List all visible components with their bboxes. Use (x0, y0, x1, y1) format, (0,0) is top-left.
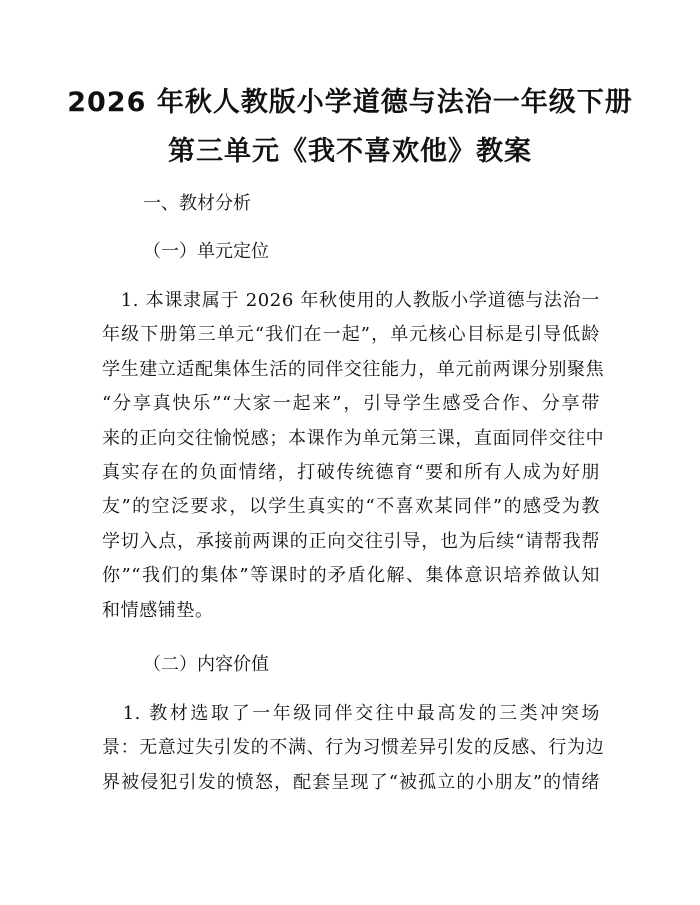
paragraph-line: 和情感铺垫。 (102, 599, 214, 621)
subsection-heading-unit-positioning: （一）单元定位 (143, 241, 269, 262)
document-title-line-1: 2026 年秋人教版小学道德与法治一年级下册 (67, 87, 633, 118)
paragraph-line: 来的正向交往愉悦感；本课作为单元第三课，直面同伴交往中 (102, 427, 605, 449)
paragraph-line: 学切入点，承接前两课的正向交往引导，也为后续“请帮我帮 (102, 530, 600, 552)
paragraph-line: 你”“我们的集体”等课时的矛盾化解、集体意识培养做认知 (102, 565, 600, 587)
paragraph-unit-positioning (102, 284, 605, 628)
paragraph-content-value (102, 697, 605, 800)
paragraph-line: 1. 本课隶属于 2026 年秋使用的人教版小学道德与法治一 (102, 290, 600, 311)
paragraph-line: 学生建立适配集体生活的同伴交往能力，单元前两课分别聚焦 (102, 358, 605, 380)
document-title-line-2: 第三单元《我不喜欢他》教案 (168, 136, 532, 167)
paragraph-line: 友”的空泛要求，以学生真实的“不喜欢某同伴”的感受为教 (102, 496, 600, 518)
paragraph-line: 真实存在的负面情绪，打破传统德育“要和所有人成为好朋 (102, 462, 600, 484)
paragraph-line: 年级下册第三单元“我们在一起”，单元核心目标是引导低龄 (102, 324, 600, 346)
subsection-heading-content-value: （二）内容价值 (143, 654, 269, 675)
paragraph-line: 景：无意过失引发的不满、行为习惯差异引发的反感、行为边 (102, 737, 605, 759)
paragraph-line: 1. 教材选取了一年级同伴交往中最高发的三类冲突场 (102, 703, 600, 724)
section-heading-textbook-analysis: 一、教材分析 (143, 193, 251, 214)
paragraph-line: “分享真快乐”“大家一起来”，引导学生感受合作、分享带 (102, 393, 600, 415)
paragraph-line: 界被侵犯引发的愤怒，配套呈现了“被孤立的小朋友”的情绪 (102, 771, 600, 793)
